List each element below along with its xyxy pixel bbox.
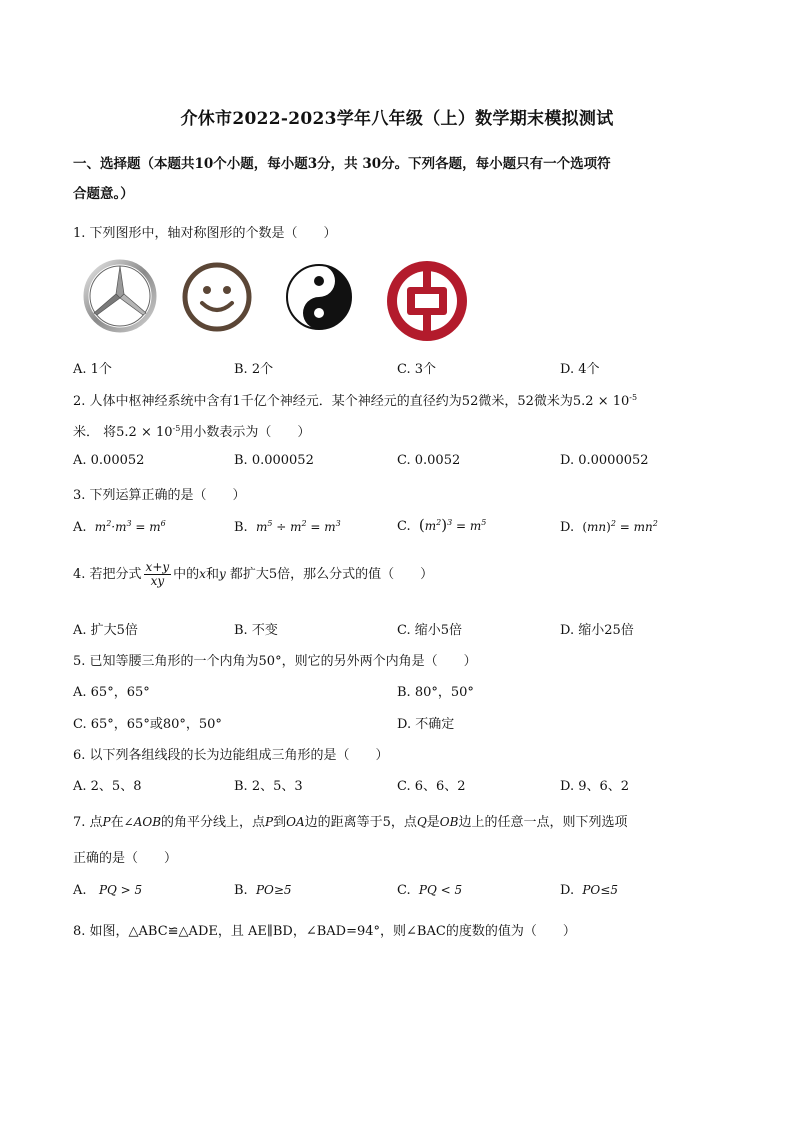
q7-segment-oa: OA: [286, 815, 305, 829]
q7-option-d-label: D.: [560, 883, 575, 898]
yin-yang-icon: [284, 262, 354, 332]
q4-prefix: 4. 若把分式: [73, 567, 142, 582]
q2-line2-suffix: 用小数表示为（ ）: [180, 425, 311, 440]
q4-fraction-numerator: x+y: [145, 560, 170, 574]
q2-exponent-1: -5: [629, 393, 638, 402]
question-6: 6. 以下列各组线段的长为边能组成三角形的是（ ）: [73, 748, 389, 763]
q7-option-a-expr: PQ > 5: [98, 883, 143, 897]
question-2-line1: [73, 390, 637, 409]
q2-option-c: C. 0.0052: [397, 453, 461, 468]
q1-option-b: B. 2个: [234, 362, 274, 377]
q2-option-b: B. 0.000052: [234, 453, 314, 468]
q4-option-b: B. 不变: [234, 623, 278, 638]
question-2-line2: [73, 421, 310, 440]
q7-option-b-expr: PO≥5: [255, 883, 292, 897]
q5-option-b: B. 80°，50°: [397, 685, 474, 700]
q7-p7: 边上的任意一点，则下列选项: [458, 815, 628, 830]
smiley-face-icon: [181, 261, 253, 333]
q7-point-p-2: P: [265, 815, 274, 829]
question-8: 8. 如图，△ABC≌△ADE，且 AE∥BD，∠BAD=94°，则∠BAC的度数的值为（ ）: [73, 924, 576, 939]
q4-option-d: D. 缩小25倍: [560, 623, 634, 638]
question-7-line1: [73, 811, 627, 830]
q3-option-b-formula: $m^5 \div m^2 = m^3$: [255, 519, 341, 534]
question-5: 5. 已知等腰三角形的一个内角为50°，则它的另外两个内角是（ ）: [73, 654, 477, 669]
q3-option-a: [73, 519, 166, 535]
q4-middle1: 中的: [173, 567, 200, 582]
q5-option-c: C. 65°，65°或80°，50°: [73, 717, 222, 732]
q2-line2-text: 米． 将5.2 × 10: [73, 425, 173, 440]
q6-option-d: D. 9、6、2: [560, 779, 630, 794]
q3-option-b-label: B.: [234, 520, 248, 535]
q3-option-a-formula: $m^2\cdot m^3 = m^6$: [94, 519, 166, 534]
section-heading-line2: 合题意。）: [73, 186, 134, 202]
q3-option-d-formula: $(mn)^2 = mn^2$: [582, 519, 658, 534]
q2-line1-text: 2. 人体中枢神经系统中含有1千亿个神经元．某个神经元的直径约为52微米，52微米为5.2 × 10: [73, 394, 630, 409]
q6-option-a: A. 2、5、8: [73, 779, 142, 794]
q4-option-c: C. 缩小5倍: [397, 623, 463, 638]
question-7-line2: 正确的是（ ）: [73, 851, 178, 866]
mercedes-logo-icon: [83, 259, 157, 333]
q3-option-a-label: A.: [73, 520, 87, 535]
q4-var-y: y: [218, 567, 226, 581]
q3-option-c-label: C.: [397, 519, 411, 534]
question-1: 1. 下列图形中，轴对称图形的个数是（ ）: [73, 226, 337, 241]
q7-option-d-expr: PO≤5: [582, 883, 618, 897]
q7-option-b-label: B.: [234, 883, 248, 898]
q4-fraction: [144, 561, 172, 588]
bank-of-china-logo-icon: [385, 259, 469, 343]
section-heading-line1: 一、选择题（本题共10个小题，每小题3分，共 30分。下列各题，每小题只有一个选项符: [73, 156, 611, 172]
q7-p4: 到: [273, 815, 287, 830]
q7-option-c-expr: PQ < 5: [418, 883, 463, 897]
q2-exponent-2: -5: [172, 424, 181, 433]
q7-p1: 7. 点: [73, 815, 103, 830]
q7-option-a: [73, 883, 142, 898]
q7-p6: 是: [426, 815, 440, 830]
q3-option-c-formula: $(m^2)^3 = m^5$: [418, 516, 487, 534]
q1-option-a: A. 1个: [73, 362, 112, 377]
question-3: 3. 下列运算正确的是（ ）: [73, 488, 246, 503]
q7-option-a-label: A.: [73, 883, 87, 898]
q7-p3: 的角平分线上，点: [161, 815, 266, 830]
q4-var-x: x: [199, 567, 206, 581]
q6-option-b: B. 2、5、3: [234, 779, 303, 794]
q3-option-c: [397, 516, 486, 534]
q7-option-c: [397, 883, 462, 898]
q1-option-c: C. 3个: [397, 362, 437, 377]
q7-point-p: P: [102, 815, 111, 829]
q7-segment-ob: OB: [439, 815, 459, 829]
q4-option-a: A. 扩大5倍: [73, 623, 138, 638]
page-title: 介休市2022-2023学年八年级（上）数学期末模拟测试: [180, 109, 614, 129]
q7-point-q: Q: [416, 815, 427, 829]
q7-option-b: [234, 883, 292, 898]
q1-option-d: D. 4个: [560, 362, 600, 377]
q4-middle2: 和: [205, 567, 219, 582]
q7-angle: ∠AOB: [123, 815, 162, 829]
q3-option-d: [560, 519, 658, 535]
q7-option-c-label: C.: [397, 883, 411, 898]
q2-option-a: A. 0.00052: [73, 453, 145, 468]
q2-option-d: D. 0.0000052: [560, 453, 649, 468]
q3-option-d-label: D.: [560, 520, 575, 535]
q5-option-d: D. 不确定: [397, 717, 455, 732]
q7-option-d: [560, 883, 618, 898]
q7-p5: 边的距离等于5，点: [304, 815, 417, 830]
q3-option-b: [234, 519, 341, 535]
q6-option-c: C. 6、6、2: [397, 779, 466, 794]
q4-suffix: 都扩大5倍，那么分式的值（ ）: [229, 567, 434, 582]
question-4: [73, 561, 433, 588]
q5-option-a: A. 65°，65°: [73, 685, 150, 700]
q4-fraction-denominator: xy: [150, 574, 165, 588]
q7-p2: 在: [110, 815, 124, 830]
